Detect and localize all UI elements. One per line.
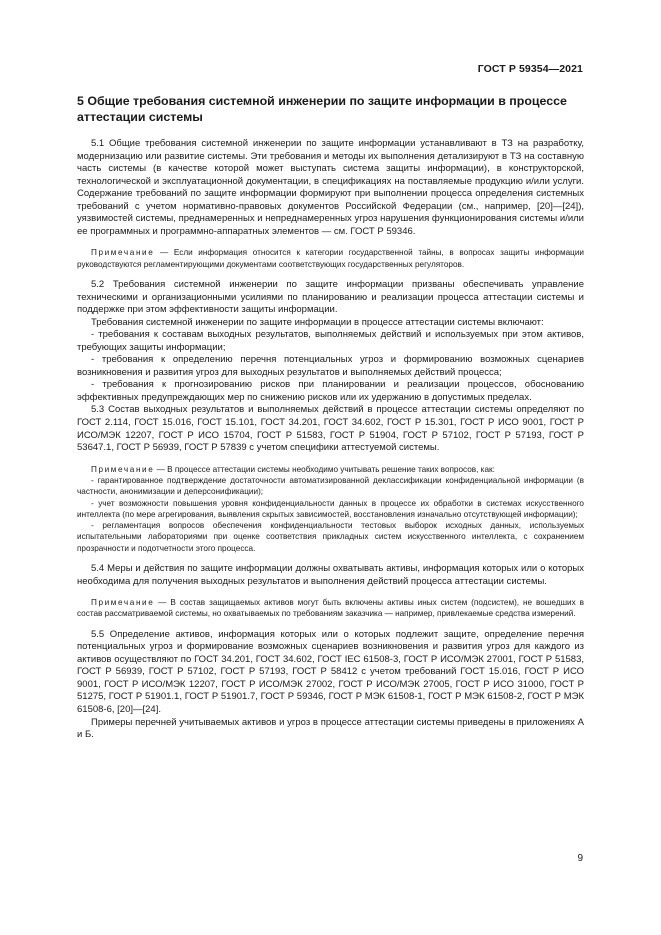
- paragraph-5-5-examples: Примеры перечней учитываемых активов и угроз в процессе аттестации системы приведены в приложениях А и Б.: [77, 716, 584, 741]
- note-3: [77, 597, 584, 620]
- note-text: — В состав защищаемых активов могут быть включены активы иных систем (подсистем), не вошедших в состав рассматриваемой системы, но охватываемых по требованиям заказчика — например, привлекаемые средства измерений.: [77, 598, 584, 619]
- paragraph-5-2: 5.2 Требования системной инженерии по защите информации призваны обеспечивать управление техническими и организационными усилиями по планированию и реализации процесса аттестации системы и поддержке при этом эффективности защиты информации.: [77, 278, 584, 316]
- note-2: [77, 464, 584, 475]
- document-identifier: ГОСТ Р 59354—2021: [477, 63, 583, 75]
- list-item: - требования к составам выходных результатов, выполняемых действий и используемых при этом активов, требующих защиты информации;: [77, 329, 584, 353]
- paragraph-5-3: 5.3 Состав выходных результатов и выполняемых действий в процессе аттестации системы определяют по ГОСТ 2.114, ГОСТ 15.016, ГОСТ 15.101, ГОСТ 34.201, ГОСТ 34.602, ГОСТ Р 15.301, ГОСТ Р ИСО 9001, ГОСТ Р ИСО/МЭК 12207, ГОСТ Р ИСО 15704, ГОСТ Р 51583, ГОСТ Р 51904, ГОСТ Р 57102, ГОСТ Р 57193, ГОСТ Р 53647.1, ГОСТ Р 56939, ГОСТ Р 57839 с учетом специфики аттестуемой системы.: [77, 404, 584, 454]
- section-title: 5 Общие требования системной инженерии по защите информации в процессе аттестации системы: [77, 94, 567, 124]
- note-1: [77, 247, 584, 270]
- note-label: Примечание: [91, 248, 155, 258]
- note-label: Примечание: [91, 464, 155, 474]
- note-text: — В процессе аттестации системы необходимо учитывать решение таких вопросов, как:: [154, 464, 495, 474]
- list-item: - требования к определению перечня потенциальных угроз и формированию возможных сценариев возникновения и развития угроз для выходных результатов и выполняемых действий процесса;: [77, 354, 584, 378]
- note-list-item: - гарантированное подтверждение достаточности автоматизированной деклассификации конфиденциальной информации (в частности, анонимизации и деперсонификации);: [77, 475, 584, 497]
- list-item: - требования к прогнозированию рисков при планировании и реализации процессов, обоснованию эффективных предупреждающих мер по снижению рисков или их удержанию в допустимых пределах.: [77, 379, 584, 403]
- paragraph-5-2-intro: Требования системной инженерии по защите информации в процессе аттестации системы включают:: [91, 316, 544, 328]
- paragraph-5-4: 5.4 Меры и действия по защите информации должны охватывать активы, информация которых или о которых необходима для получения выходных результатов и выполнения действий процесса аттестации системы.: [77, 563, 584, 587]
- note-list-item: - учет возможности повышения уровня конфиденциальности данных в процессе их обработки в системах искусственного интеллекта (по мере агрегирования, выявления скрытых зависимостей, восстановления изначально отсутствующей информации);: [77, 498, 584, 519]
- note-label: Примечание: [91, 598, 155, 608]
- paragraph-5-1: 5.1 Общие требования системной инженерии по защите информации устанавливают в ТЗ на разработку, модернизацию или развитие системы. Эти требования и методы их выполнения детализируют в ТЗ на составную часть системы (в качестве которой может выступать система защиты информации), в конструкторской, технологической и эксплуатационной документации, в спецификациях на поставляемые продукцию и/или услуги. Содержание требований по защите информации формируют при выполнении процесса определения системных требований с учетом нормативно-правовых документов Российской Федерации (см., например, [20]—[24]), уязвимостей системы, преднамеренных и непреднамеренных угроз нарушения функционирования системы и/или ее программных и программно-аппаратных элементов — см. ГОСТ Р 59346.: [77, 138, 584, 237]
- page-number: 9: [577, 853, 583, 864]
- note-text: — Если информация относится к категории государственной тайны, в вопросах защиты информации руководствуются регламентирующими документами соответствующих государственных регуляторов.: [77, 248, 584, 269]
- paragraph-5-5: 5.5 Определение активов, информация которых или о которых подлежит защите, определение перечня потенциальных угроз и формирование возможных сценариев возникновения и развития угроз для каждого из активов осуществляют по ГОСТ 34.201, ГОСТ 34.602, ГОСТ IEC 61508-3, ГОСТ Р ИСО/МЭК 27001, ГОСТ Р 51583, ГОСТ Р 56939, ГОСТ Р 57102, ГОСТ Р 57193, ГОСТ Р 58412 с учетом требований ГОСТ 15.016, ГОСТ Р ИСО 9001, ГОСТ Р ИСО/МЭК 12207, ГОСТ Р ИСО/МЭК 27002, ГОСТ Р ИСО/МЭК 27005, ГОСТ Р ИСО 31000, ГОСТ Р 51275, ГОСТ Р 51901.1, ГОСТ Р 51901.7, ГОСТ Р 59346, ГОСТ Р МЭК 61508-1, ГОСТ Р МЭК 61508-2, ГОСТ Р МЭК 61508-6, [20]—[24].: [77, 628, 584, 715]
- page-content: [77, 94, 584, 742]
- note-list-item: - регламентация вопросов обеспечения конфиденциальности тестовых выборок исходных данных, используемых испытательными лабораториями при оценке соответствия прикладных систем искусственного интеллекта, с сохранением прозрачности и подотчетности этого процесса.: [77, 521, 584, 553]
